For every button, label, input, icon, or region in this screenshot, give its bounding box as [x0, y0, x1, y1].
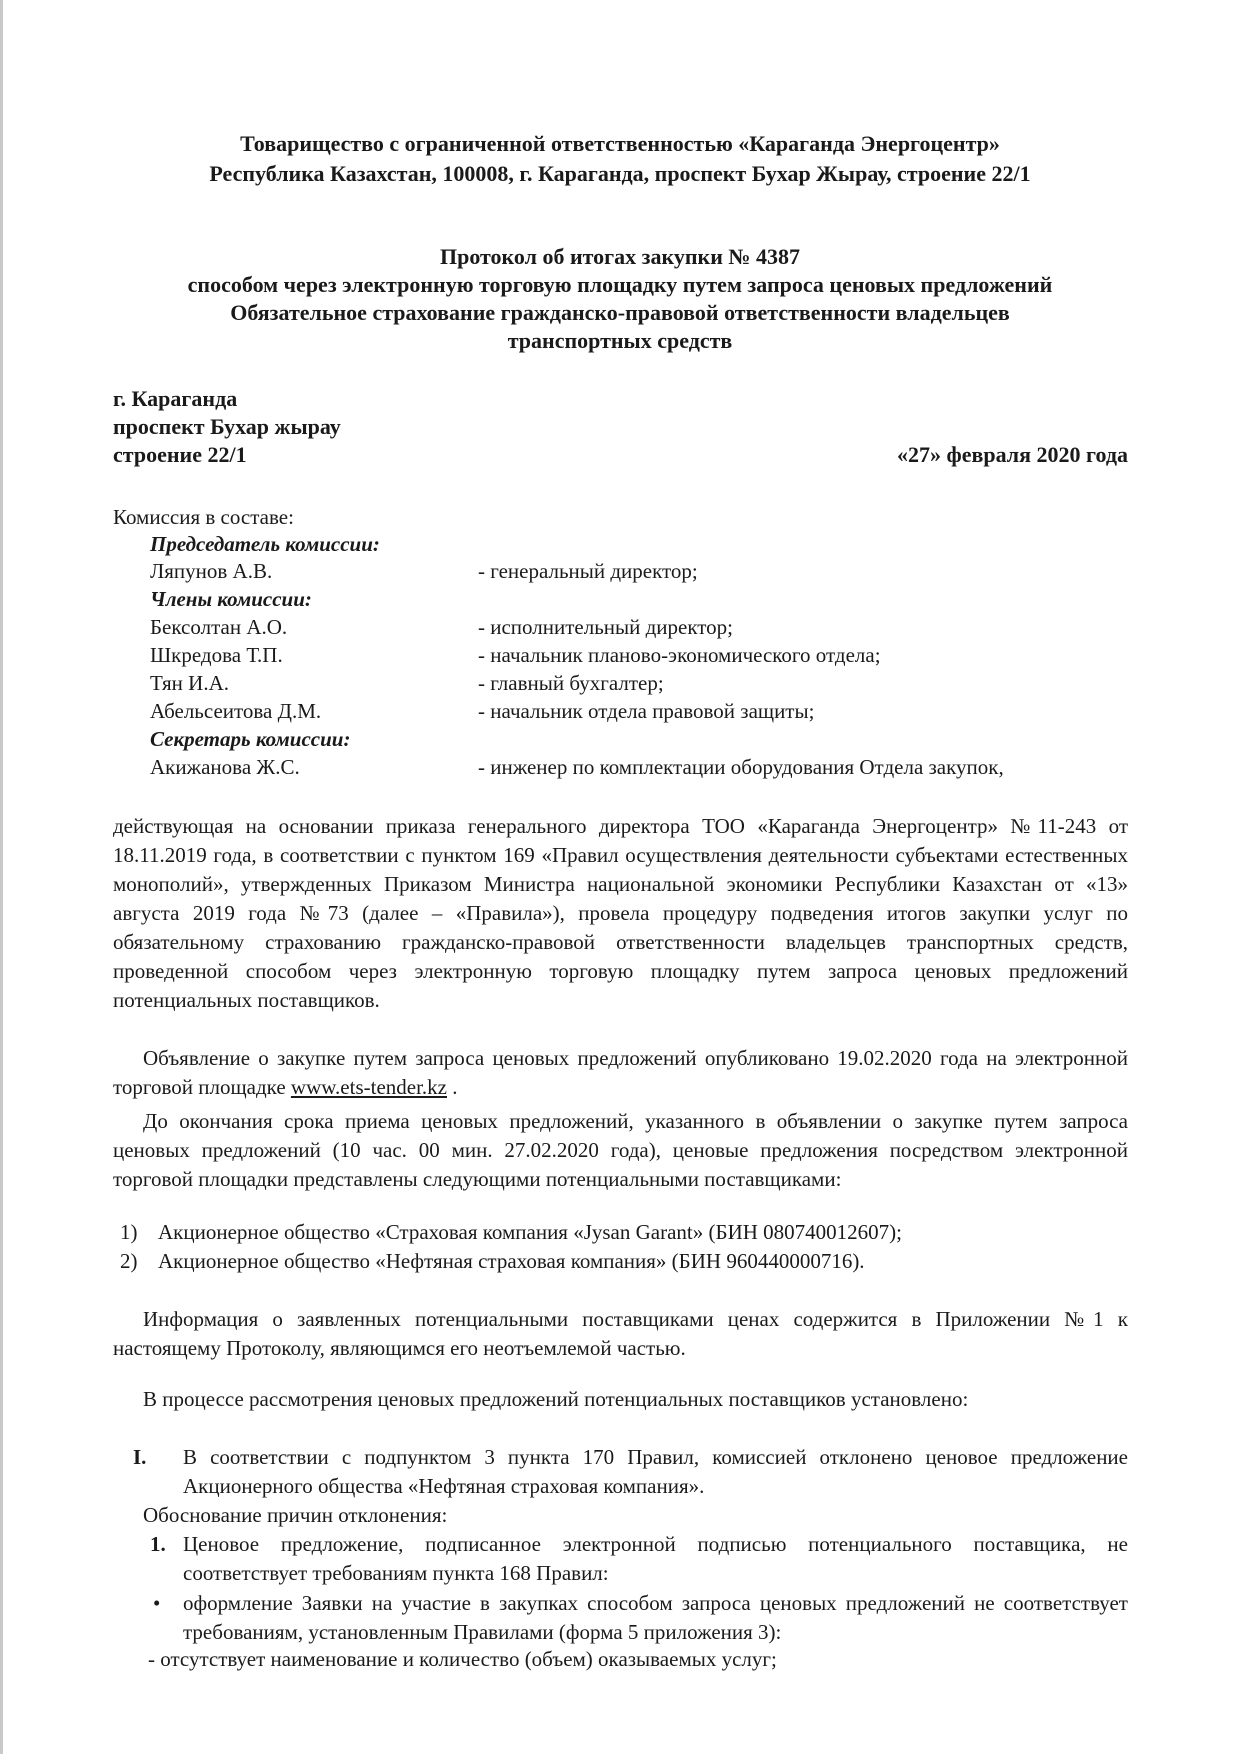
reasons-heading: Обоснование причин отклонения: [143, 1503, 448, 1527]
protocol-subtitle-method: способом через электронную торговую площадку путем запроса ценовых предложений [187, 272, 1053, 297]
bullet-mark: • [153, 1591, 161, 1615]
chair-name: Ляпунов А.В. [150, 559, 273, 583]
scan-edge [0, 0, 3, 1754]
supplier-entry: Акционерное общество «Страховая компания «Jysan Garant» (БИН 080740012607); [158, 1220, 902, 1244]
ets-tender-link[interactable]: www.ets-tender.kz [290, 1075, 447, 1099]
member-name: Тян И.А. [150, 671, 230, 695]
section-number: I. [133, 1445, 147, 1469]
paragraph-announcement [113, 1044, 1128, 1102]
announcement-tail: . [447, 1075, 458, 1099]
supplier-number: 1) [120, 1220, 138, 1244]
protocol-title: Протокол об итогах закупки № 4387 [439, 244, 801, 269]
member-role: - главный бухгалтер; [478, 671, 664, 695]
commission-intro: Комиссия в составе: [113, 505, 294, 529]
section-rejection: В соответствии с подпунктом 3 пункта 170 Правил, комиссией отклонено ценовое предложение Акционерного общества «Нефтяная страховая компания». [183, 1445, 1128, 1498]
member-name: Бексолтан А.О. [150, 615, 288, 639]
protocol-subtitle-subject: Обязательное страхование гражданско-правовой ответственности владельцев [230, 300, 1010, 325]
member-name: Абельсеитова Д.М. [150, 699, 322, 723]
place-street: проспект Бухар жырау [113, 414, 341, 439]
protocol-subtitle-subject-cont: транспортных средств [507, 328, 733, 353]
member-role: - начальник отдела правовой защиты; [478, 699, 815, 723]
paragraph-basis: действующая на основании приказа генерального директора ТОО «Караганда Энергоцентр» №11-243 от 18.11.2019 года, в соответствии с пунктом 169 «Правил осуществления деятельности субъектами естественных монополий», утвержденных Приказом Министра национальной экономики Республики Казахстан от «13» августа 2019 года №73 (далее – «Правила»), провела процедуру подведения итогов закупки услуг по обязательному страхованию гражданско-правовой ответственности владельцев транспортных средств, проведенной способом через электронную торговую площадку путем запроса ценовых предложений потенциальных поставщиков. [113, 814, 1128, 1012]
chair-heading: Председатель комиссии: [150, 532, 380, 556]
reason-text: Ценовое предложение, подписанное электронной подписью потенциального поставщика, не соответствует требованиям пункта 168 Правил: [183, 1532, 1128, 1585]
place-building: строение 22/1 [113, 442, 247, 467]
bullet-text: оформление Заявки на участие в закупках способом запроса ценовых предложений не соответствует требованиям, установленным Правилами (форма 5 приложения 3): [183, 1591, 1128, 1644]
supplier-number: 2) [120, 1249, 138, 1273]
paragraph-proposals: До окончания срока приема ценовых предложений, указанного в объявлении о закупке путем запроса ценовых предложений (10 час. 00 мин. 27.02.2020 года), ценовые предложения посредством электронной торговой площадки представлены следующими потенциальными поставщиками: [113, 1109, 1128, 1191]
secretary-heading: Секретарь комиссии: [150, 727, 351, 751]
dash-item: - отсутствует наименование и количество (объем) оказываемых услуг; [148, 1647, 777, 1671]
secretary-role: - инженер по комплектации оборудования Отдела закупок, [478, 755, 1004, 779]
member-role: - исполнительный директор; [478, 615, 734, 639]
reason-number: 1. [150, 1532, 166, 1556]
member-name: Шкредова Т.П. [150, 643, 283, 667]
announcement-text: Объявление о закупке путем запроса ценовых предложений опубликовано 19.02.2020 года на электронной торговой площадке [113, 1046, 1128, 1099]
member-role: - начальник планово-экономического отдела; [478, 643, 881, 667]
place-city: г. Караганда [113, 386, 238, 411]
supplier-entry: Акционерное общество «Нефтяная страховая компания» (БИН 960440000716). [158, 1249, 865, 1273]
company-name: Товарищество с ограниченной ответственностью «Караганда Энергоцентр» [240, 131, 1000, 156]
protocol-date: «27» февраля 2020 года [897, 442, 1128, 467]
paragraph-findings-intro: В процессе рассмотрения ценовых предложений потенциальных поставщиков установлено: [143, 1387, 969, 1411]
paragraph-price-info: Информация о заявленных потенциальными поставщиками ценах содержится в Приложении №1 к настоящему Протоколу, являющимся его неотъемлемой частью. [113, 1307, 1128, 1360]
secretary-name: Акижанова Ж.С. [150, 755, 300, 779]
members-heading: Члены комиссии: [150, 587, 312, 611]
company-address: Республика Казахстан, 100008, г. Караганда, проспект Бухар Жырау, строение 22/1 [209, 161, 1031, 186]
chair-role: - генеральный директор; [478, 559, 698, 583]
